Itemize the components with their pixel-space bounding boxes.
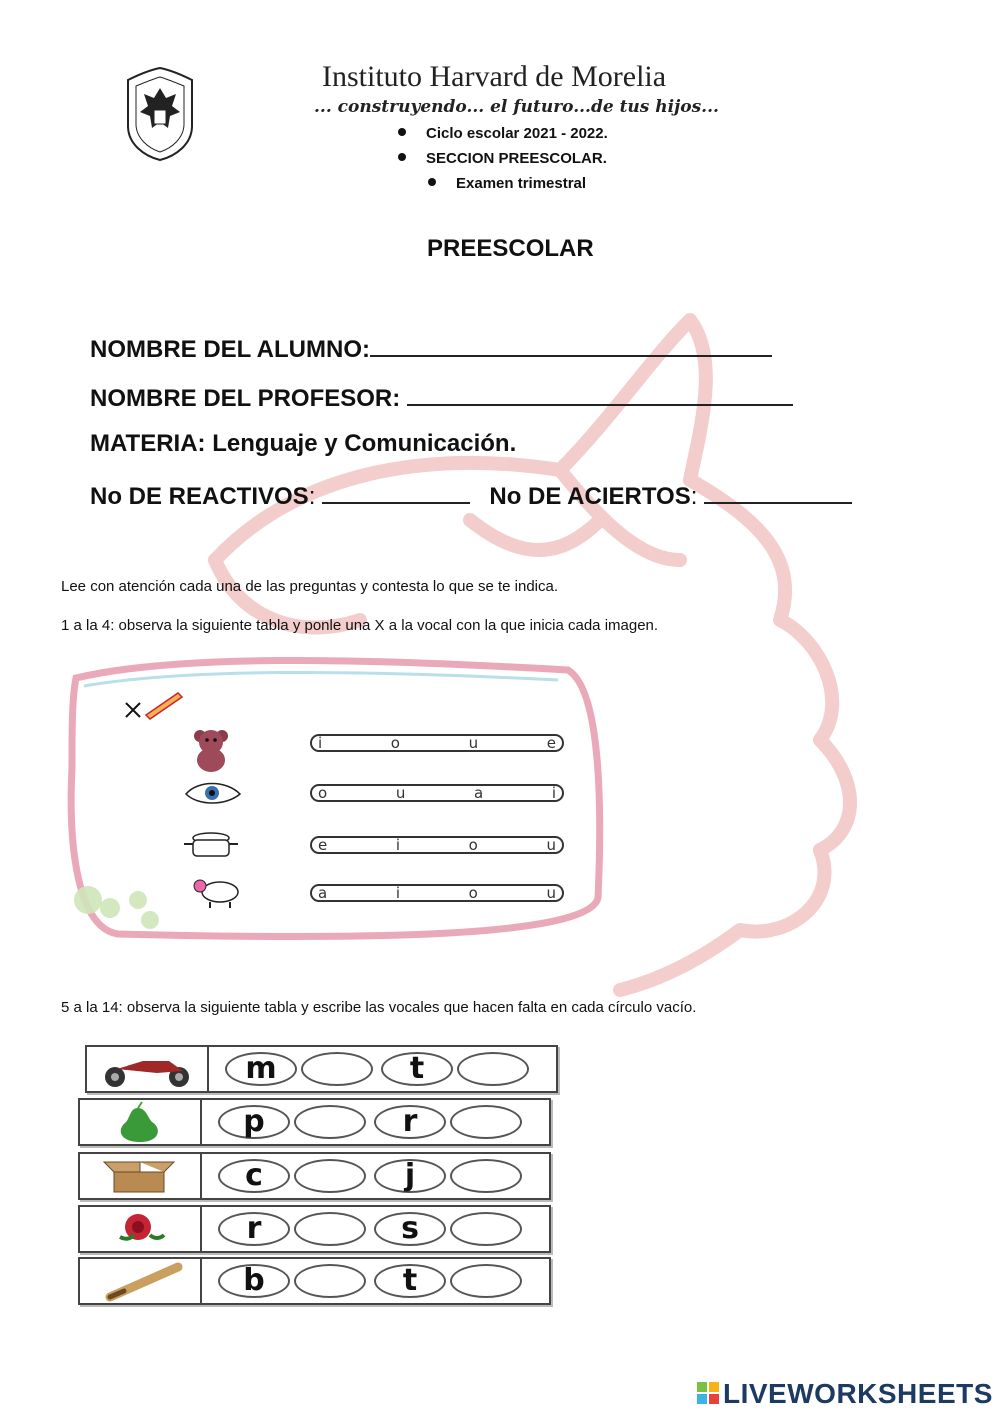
hits-count-input[interactable]	[704, 480, 852, 504]
image-cell	[80, 1207, 202, 1251]
box-icon	[80, 1154, 198, 1198]
exercise1-row	[178, 828, 628, 868]
vowel-option[interactable]: a	[318, 884, 328, 902]
vowel-option[interactable]: u	[468, 734, 479, 752]
blank-circle-input[interactable]	[457, 1052, 529, 1086]
student-name-field	[90, 333, 772, 364]
items-count-label: No DE REACTIVOS	[90, 483, 309, 510]
letter-circle: c	[218, 1159, 290, 1193]
vowel-option[interactable]: e	[546, 734, 556, 752]
letter-circle: m	[225, 1052, 297, 1086]
blank-circle-input[interactable]	[450, 1212, 522, 1246]
part2-instruction: 5 a la 14: observa la siguiente tabla y escribe las vocales que hacen falta en cada círculo vacío.	[61, 999, 697, 1016]
vowel-options	[310, 836, 564, 854]
vowel-option[interactable]: o	[390, 734, 400, 752]
exercise2-row	[78, 1205, 551, 1253]
vowel-option[interactable]: i	[395, 836, 401, 854]
blank-circle-input[interactable]	[294, 1212, 366, 1246]
image-cell	[80, 1259, 202, 1303]
teddy-bear-icon	[178, 726, 258, 776]
vowel-option[interactable]: i	[318, 734, 323, 752]
bullet-icon	[398, 153, 406, 161]
vowel-option[interactable]: o	[468, 884, 478, 902]
colon: :	[690, 483, 705, 510]
vowel-option[interactable]: e	[318, 836, 328, 854]
pencil-x-icon	[124, 689, 184, 721]
bullet-section	[398, 150, 607, 167]
image-cell	[87, 1047, 209, 1091]
school-crest-logo	[120, 66, 200, 162]
exercise2-row	[78, 1257, 551, 1305]
exercise1-row	[178, 726, 628, 766]
blank-circle-input[interactable]	[294, 1264, 366, 1298]
motorcycle-icon	[87, 1047, 205, 1091]
hits-count-label: No DE ACIERTOS	[489, 483, 691, 510]
exercise2-row	[78, 1098, 551, 1146]
image-cell	[80, 1100, 202, 1144]
vowel-option[interactable]: o	[318, 784, 328, 802]
liveworksheets-brand[interactable]	[697, 1378, 993, 1410]
vowel-option[interactable]: a	[473, 784, 484, 802]
blank-circle-input[interactable]	[294, 1105, 366, 1139]
exercise2-row	[85, 1045, 558, 1093]
teacher-name-field	[90, 382, 793, 413]
blank-circle-input[interactable]	[450, 1159, 522, 1193]
vowel-option[interactable]: u	[546, 836, 556, 854]
vowel-options	[310, 734, 564, 752]
letter-circle: r	[374, 1105, 446, 1139]
teacher-name-input[interactable]	[407, 382, 793, 406]
letter-circle: b	[218, 1264, 290, 1298]
rose-icon	[80, 1207, 198, 1251]
teacher-name-label: NOMBRE DEL PROFESOR:	[90, 385, 407, 412]
exercise1-header-icons	[124, 689, 184, 723]
letter-circle: s	[374, 1212, 446, 1246]
bullet-text: Examen trimestral	[456, 175, 587, 192]
subject-field	[90, 430, 516, 458]
bullet-text: SECCION PREESCOLAR.	[426, 150, 607, 167]
bullet-exam-type	[428, 175, 586, 192]
image-cell	[80, 1154, 202, 1198]
vowel-option[interactable]: i	[551, 784, 556, 802]
blank-circle-input[interactable]	[450, 1264, 522, 1298]
items-count-input[interactable]	[322, 480, 470, 504]
blank-circle-input[interactable]	[450, 1105, 522, 1139]
vowel-options	[310, 884, 564, 902]
bullet-icon	[398, 128, 406, 136]
pot-icon	[178, 828, 258, 878]
bullet-text: Ciclo escolar 2021 - 2022.	[426, 125, 608, 142]
student-name-label: NOMBRE DEL ALUMNO:	[90, 336, 370, 363]
student-name-input[interactable]	[370, 333, 772, 357]
eye-icon	[178, 776, 258, 826]
vowel-option[interactable]: o	[468, 836, 478, 854]
bullet-icon	[428, 178, 436, 186]
level-title: PREESCOLAR	[427, 235, 594, 262]
sheep-icon	[178, 876, 258, 926]
school-motto: ... construyendo... el futuro...de tus hijos...	[314, 97, 719, 117]
bullet-school-year	[398, 125, 608, 142]
blank-circle-input[interactable]	[294, 1159, 366, 1193]
subject-label: MATERIA: Lenguaje y Comunicación.	[90, 430, 517, 457]
colon: :	[308, 483, 323, 510]
blank-circle-input[interactable]	[301, 1052, 373, 1086]
vowel-option[interactable]: u	[546, 884, 556, 902]
baseball-bat-icon	[80, 1259, 198, 1303]
vowel-options	[310, 784, 564, 802]
vowel-option[interactable]: u	[395, 784, 406, 802]
letter-circle: p	[218, 1105, 290, 1139]
exercise1-panel	[58, 648, 618, 948]
exercise2-row	[78, 1152, 551, 1200]
letter-circle: j	[374, 1159, 446, 1193]
pear-icon	[80, 1100, 198, 1144]
letter-circle: t	[381, 1052, 453, 1086]
brand-text: LIVEWORKSHEETS	[723, 1378, 993, 1409]
school-name: Instituto Harvard de Morelia	[322, 60, 667, 93]
exercise1-row	[178, 876, 628, 916]
liveworksheets-logo-icon	[697, 1382, 719, 1404]
exercise1-row	[178, 776, 628, 816]
part1-instruction: 1 a la 4: observa la siguiente tabla y ponle una X a la vocal con la que inicia cada imagen.	[61, 617, 659, 634]
letter-circle: r	[218, 1212, 290, 1246]
vowel-option[interactable]: i	[395, 884, 401, 902]
letter-circle: t	[374, 1264, 446, 1298]
general-instruction: Lee con atención cada una de las preguntas y contesta lo que se te indica.	[61, 578, 559, 595]
score-fields	[90, 480, 852, 511]
